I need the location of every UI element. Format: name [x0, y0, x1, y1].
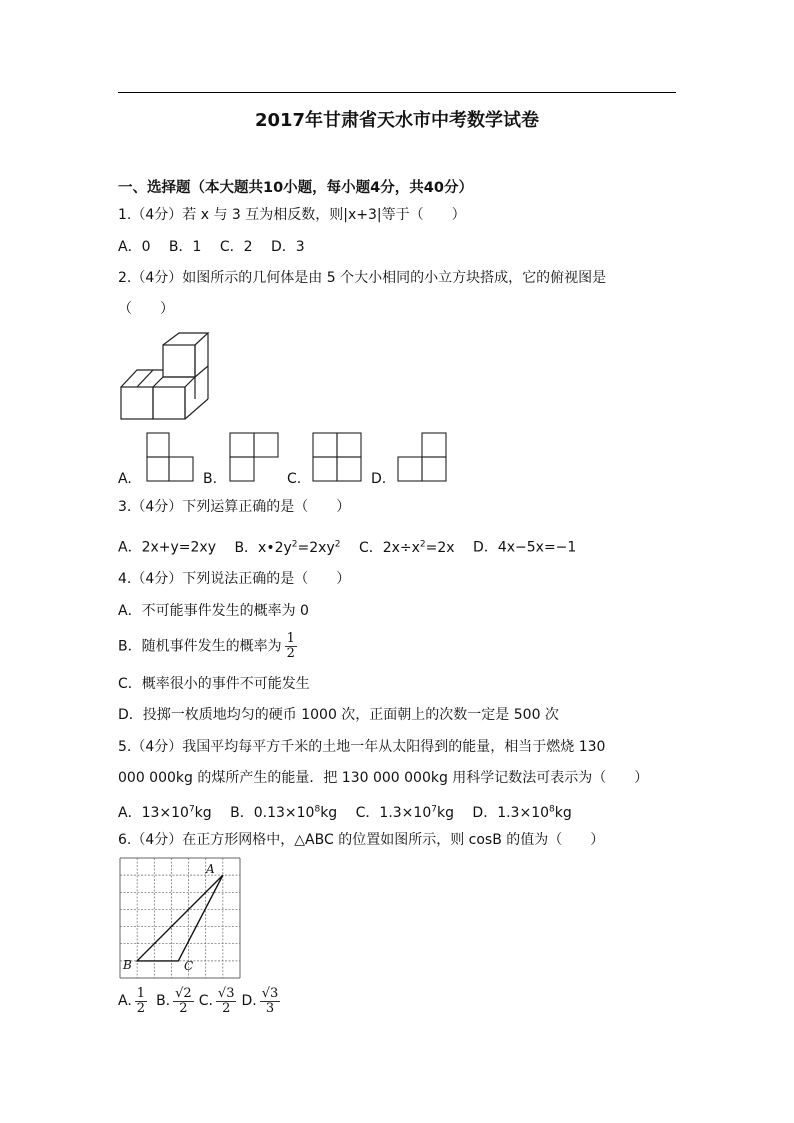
- q3-options: [118, 534, 576, 558]
- q3-option-b: B．$x•2y^2=2xy^2$: [234, 539, 341, 556]
- q3-option-c: C．$2x\div x^2=2x$: [358, 539, 455, 556]
- q4-option-d: D．投掷一枚质地均匀的硬币 1000 次，正面朝上的次数一定是 500 次: [118, 707, 559, 723]
- q4-option-b: B．随机事件发生的概率为 $\frac{1}{2}$: [118, 631, 295, 661]
- q2-option-b-label: B.: [203, 471, 218, 487]
- q6-grid-figure: [120, 858, 240, 978]
- q6-point-a: A: [206, 862, 215, 876]
- q2-option-d-label: D.: [371, 471, 387, 487]
- section-heading: 一、选择题（本大题共10小题，每小题4分，共40分）: [118, 180, 473, 196]
- q5-option-d: D．$1.3\times 10^8kg$: [472, 804, 572, 821]
- q5-options: [118, 799, 572, 823]
- q4-fraction: $\frac{1}{2}$: [286, 631, 295, 661]
- page-title: 2017年甘肃省天水市中考数学试卷: [254, 110, 540, 131]
- q5-stem-line2: 000 000kg 的煤所产生的能量．把 130 000 000kg 用科学记数法可表示为（ ）: [118, 770, 649, 786]
- q6-option-d-value: $\frac{√3}{3}$: [261, 985, 279, 1016]
- q6-option-b-value: $\frac{√2}{2}$: [175, 985, 192, 1016]
- q2-stem: 2.（4分）如图所示的几何体是由 5 个大小相同的小立方块搭成，它的俯视图是: [118, 270, 607, 286]
- q4-option-c: C．概率很小的事件不可能发生: [118, 676, 310, 692]
- q3-option-d: D．4x−5x=−1: [473, 539, 577, 556]
- q6-option-c-label: C.: [198, 993, 213, 1009]
- q1-stem: 1.（4分）若 x 与 3 互为相反数，则|x+3|等于（ ）: [118, 207, 466, 223]
- q6-option-d-label: D.: [241, 993, 257, 1009]
- q6-point-c: C: [184, 959, 194, 973]
- q3-stem: 3.（4分）下列运算正确的是（ ）: [118, 499, 351, 515]
- q4-stem: 4.（4分）下列说法正确的是（ ）: [118, 571, 351, 587]
- q1-options: A．0 B．1 C．2 D．3: [118, 239, 305, 255]
- q2-stem-paren: （ ）: [118, 301, 174, 317]
- q2-option-a-label: A.: [118, 471, 132, 487]
- q5-stem-line1: 5.（4分）我国平均每平方千米的土地一年从太阳得到的能量，相当于燃烧 130: [118, 739, 606, 755]
- q6-option-a-value: $\frac{1}{2}$: [136, 985, 146, 1016]
- q6-option-c-value: $\frac{√3}{2}$: [217, 985, 235, 1016]
- q5-option-c: C．$1.3\times 10^7kg$: [355, 804, 454, 821]
- triangle-abc: [137, 875, 223, 961]
- q6-stem: 6.（4分）在正方形网格中，△ABC 的位置如图所示，则 cosB 的值为（ ）: [118, 832, 605, 848]
- q6-option-a-label: A.: [118, 993, 132, 1009]
- q5-option-a: A．$13\times 10^7kg$: [118, 804, 212, 821]
- q6-option-b-label: B.: [156, 993, 171, 1009]
- q4-option-a: A．不可能事件发生的概率为 0: [118, 603, 309, 619]
- q3-option-a: A．2x+y=2xy: [118, 539, 216, 556]
- q6-point-b: B: [123, 958, 132, 972]
- q5-option-b: B．$0.13\times 10^8kg$: [230, 804, 338, 821]
- q2-option-c-label: C.: [287, 471, 302, 487]
- q6-options: [118, 983, 283, 1019]
